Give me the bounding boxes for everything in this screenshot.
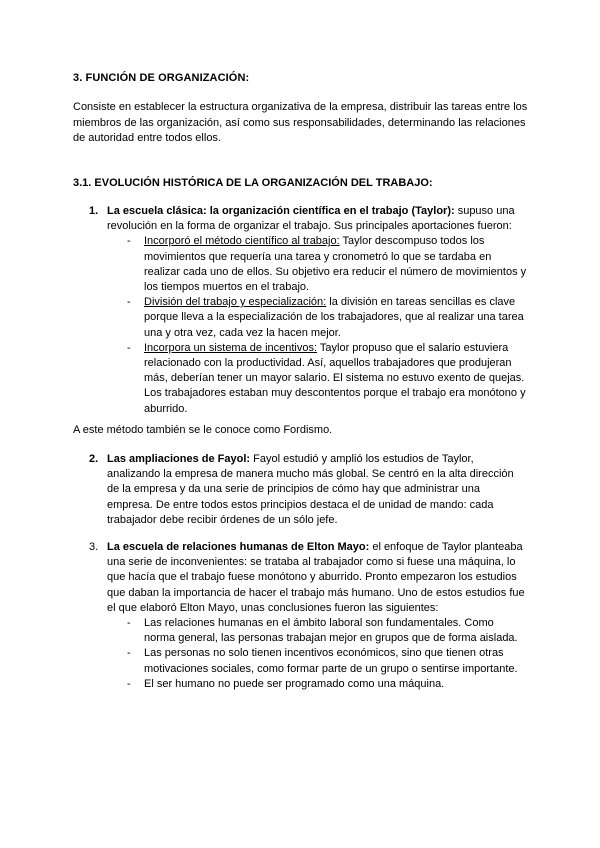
- fordismo-note: A este método también se le conoce como Fordismo.: [73, 424, 333, 436]
- sublist-item-text: la división en tareas sencillas es clave porque lleva a la especialización de los trabajadores, que al realizar una tarea una y otra vez, cada vez la hacen mejor.: [144, 296, 524, 339]
- list-item-text: Fayol estudió y amplió los estudios de Taylor, analizando la empresa de manera mucho más global. Se centró en la alta dirección de la empresa y da una serie de principios de cómo hay que administrar una empresa. De entre todos estos principios destaca el de unidad de mando: cada trabajador debe recibir órdenes de un sólo jefe.: [107, 453, 514, 526]
- sublist-item: [107, 234, 527, 295]
- list-item-1: [89, 204, 527, 417]
- list-item-2: [89, 452, 527, 528]
- dash-bullet: -: [127, 617, 131, 630]
- sublist-item-text: Taylor propuso que el salario estuviera relacionado con la productividad. Así, aquellos trabajadores que produjeran más, deberían tener un mayor salario. El sistema no estuvo exento de quejas. Los trabajadores estaban muy descontentos porque el trabajo era monótono y aburrido.: [144, 341, 526, 415]
- list-item-text: supuso una revolución en la forma de organizar el trabajo. Sus principales aportaciones fueron:: [107, 205, 515, 233]
- sublist-item-text: El ser humano no puede ser programado como una máquina.: [144, 677, 445, 690]
- intro-paragraph: Consiste en establecer la estructura organizativa de la empresa, distribuir las tareas entre los miembros de las organización, así como sus responsabilidades, determinando las relaciones de autoridad entre todos ellos.: [73, 101, 528, 144]
- dash-bullet: -: [127, 235, 131, 248]
- sublist: [107, 616, 527, 692]
- sublist-item-text: Taylor descompuso todos los movimientos que requería una tarea y cronometró lo que se tardaba en realizar cada uno de ellos. Su objetivo era reducir el número de movimientos y los tiempos muertos en el trabajo.: [144, 235, 527, 294]
- list-item-text: el enfoque de Taylor planteaba una serie de inconvenientes: se trataba al trabajador como si fuese una máquina, lo que hacía que el trabajo fuese monótono y aburrido. Pronto empezaron los estudios que daban la importancia de hacer el trabajo más humano. Uno de estos estudios fue el que elaboró Elton Mayo, unas conclusiones fueron las siguientes:: [107, 541, 525, 614]
- sublist: [107, 234, 527, 416]
- list-item-title: La escuela clásica: la organización científica en el trabajo (Taylor):: [107, 205, 455, 217]
- dash-bullet: -: [127, 296, 131, 309]
- list-item-3: [89, 540, 527, 692]
- sublist-item-text: Las personas no solo tienen incentivos económicos, sino que tienen otras motivaciones sociales, como formar parte de un grupo o sentirse importante.: [144, 647, 518, 675]
- sublist-item: [107, 677, 527, 692]
- sublist-item-title: Incorpora un sistema de incentivos:: [144, 341, 318, 354]
- dash-bullet: -: [127, 677, 131, 690]
- sublist-item: [107, 295, 527, 341]
- sublist-item-title: División del trabajo y especialización:: [144, 296, 327, 309]
- dash-bullet: -: [127, 341, 131, 354]
- sublist-item: [107, 616, 527, 646]
- subsection-heading: 3.1. EVOLUCIÓN HISTÓRICA DE LA ORGANIZACIÓN DEL TRABAJO:: [73, 177, 433, 189]
- sublist-item-text: Las relaciones humanas en el ámbito laboral son fundamentales. Como norma general, las personas trabajan mejor en grupos que de forma aislada.: [144, 617, 518, 645]
- sublist-item: [107, 341, 527, 417]
- list-number: 2.: [89, 453, 99, 465]
- dash-bullet: -: [127, 647, 131, 660]
- list-item-title: La escuela de relaciones humanas de Elton Mayo:: [107, 541, 370, 553]
- list-item-title: Las ampliaciones de Fayol:: [107, 453, 251, 465]
- list-number: 1.: [89, 205, 99, 217]
- sublist-item: [107, 646, 527, 676]
- sublist-item-title: Incorporó el método científico al trabajo:: [144, 235, 340, 248]
- section-heading: 3. FUNCIÓN DE ORGANIZACIÓN:: [73, 72, 250, 84]
- list-number: 3.: [89, 541, 99, 553]
